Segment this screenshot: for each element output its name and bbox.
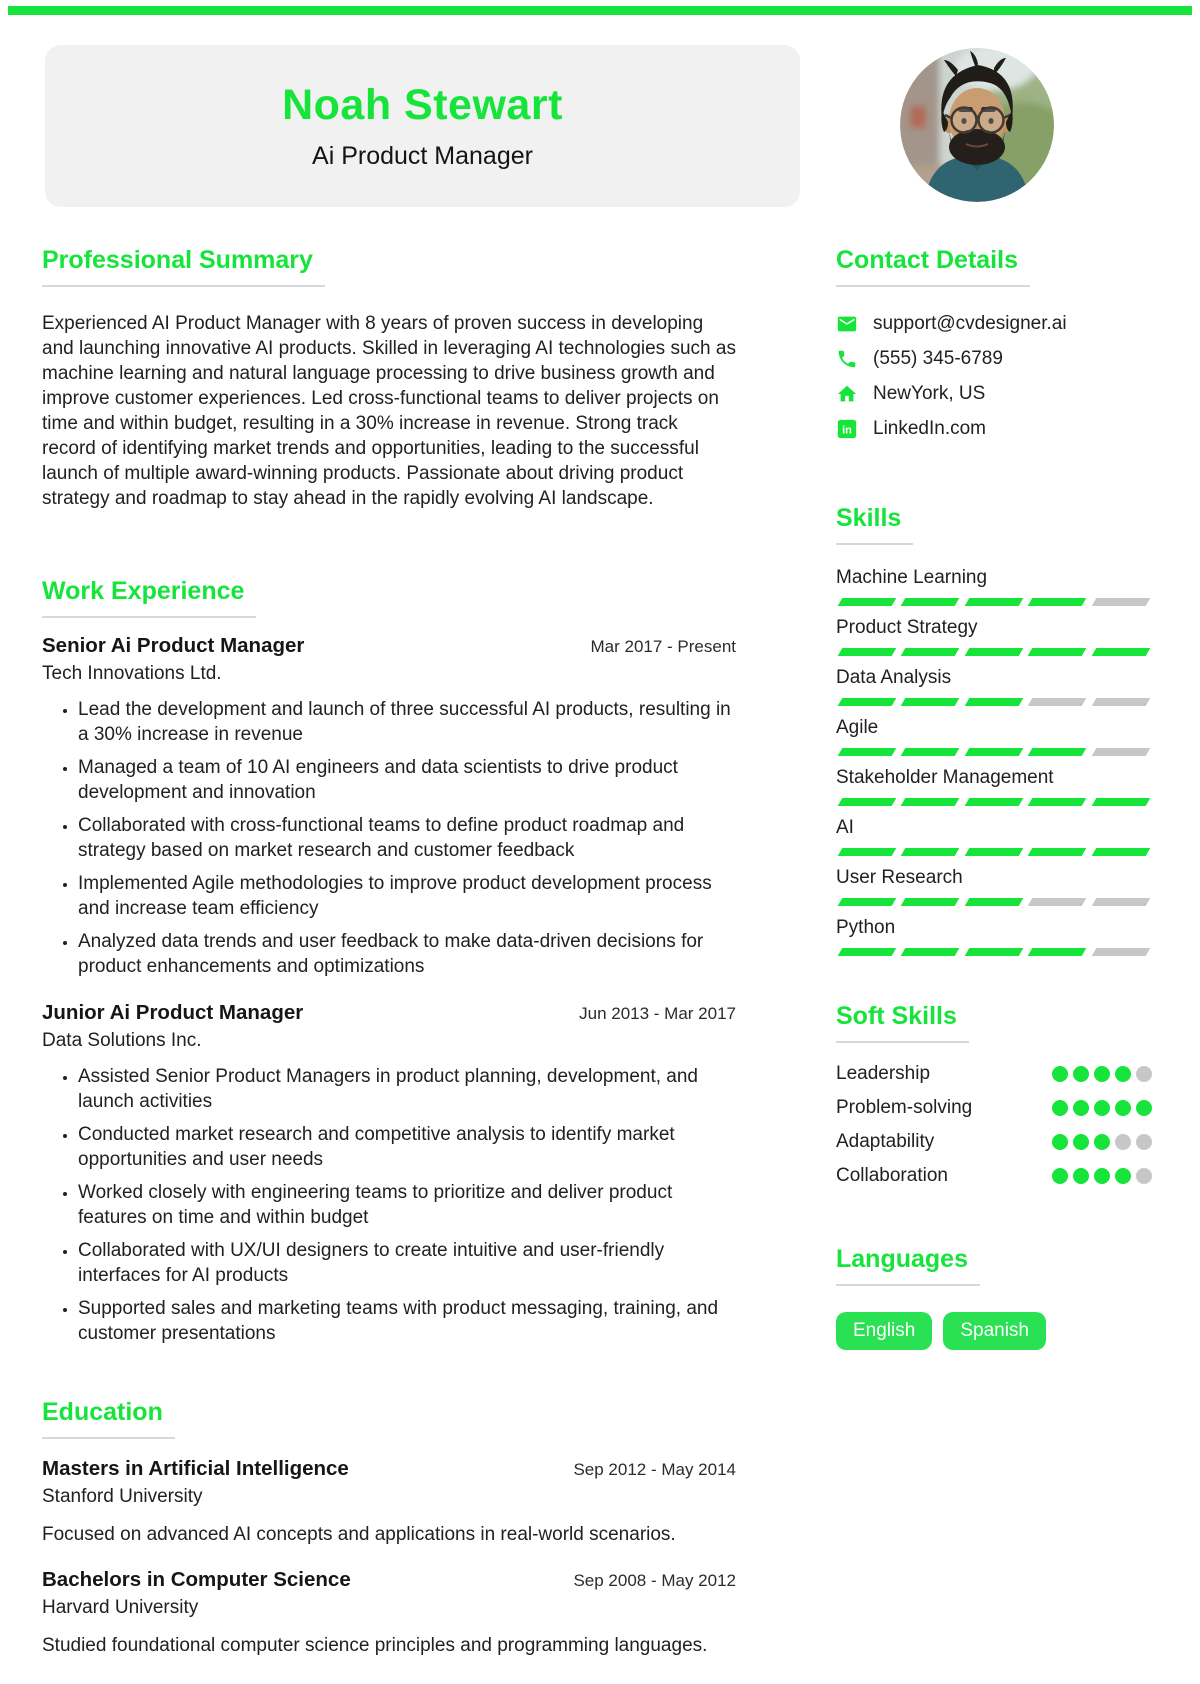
skill-machine-learning [836,567,1152,606]
skill-name: Python [836,917,896,938]
meter-segment-filled [901,748,960,756]
job-bullet: • Collaborated with UX/UI designers to create intuitive and user-friendly interfaces for AI products [78,1238,736,1288]
job-dates: Mar 2017 - Present [590,637,736,656]
meter-segment-filled [838,948,897,956]
soft-skill-name: Problem-solving [836,1097,973,1118]
meter-segment-filled [838,798,897,806]
professional-summary-heading: Professional Summary [42,246,325,287]
professional-summary-text: Experienced AI Product Manager with 8 years of proven success in developing and launching innovative AI products. Skilled in leveraging AI technologies such as machine learning and natural language processing to drive business growth and improve customer experiences. Led cross-functional teams to deliver projects on time and within budget, resulting in a 30% increase in revenue. Strong track record of identifying market trends and opportunities, leading to the successful launch of multiple award-winning products. Passionate about driving product strategy and roadmap to stay ahead in the rapidly evolving AI landscape. [42,313,736,509]
job-bullet: • Managed a team of 10 AI engineers and data scientists to drive product development and innovation [78,755,736,805]
job-bullet-list [42,697,736,979]
meter-segment-filled [838,648,897,656]
skill-name: Stakeholder Management [836,767,1054,788]
job-bullet: • Worked closely with engineering teams to prioritize and deliver product features on time and within budget [78,1180,736,1230]
education-heading: Education [42,1398,175,1439]
soft-skill-dots [1052,1066,1152,1082]
meter-segment-filled [838,848,897,856]
content-columns [0,210,1200,1657]
degree-description: Studied foundational computer science principles and programming languages. [42,1635,708,1656]
meter-segment-filled [1091,648,1150,656]
meter-segment-filled [1028,848,1087,856]
skill-agile [836,717,1152,756]
meter-segment-filled [1028,748,1087,756]
meter-segment-filled [901,798,960,806]
skill-user-research [836,867,1152,906]
meter-segment-empty [1136,1134,1152,1150]
meter-segment-empty [1115,1134,1131,1150]
meter-segment-filled [1028,598,1087,606]
work-experience-heading: Work Experience [42,577,256,618]
soft-skill-name: Collaboration [836,1165,948,1186]
job-bullet: • Analyzed data trends and user feedback to make data-driven decisions for product enhancements and optimizations [78,929,736,979]
skill-level-bar [836,898,1152,906]
home-icon [836,383,858,405]
skills-list [836,567,1152,956]
meter-segment-filled [901,898,960,906]
contact-list [836,313,1152,440]
skill-level-bar [836,698,1152,706]
contact-location-text: NewYork, US [873,383,986,404]
soft-skills-heading: Soft Skills [836,1002,969,1043]
job-bullet: • Assisted Senior Product Managers in product planning, development, and launch activities [78,1064,736,1114]
section-work-experience [42,577,736,1346]
contact-phone-text: (555) 345-6789 [873,348,1003,369]
soft-skill-name: Adaptability [836,1131,935,1152]
skill-level-bar [836,648,1152,656]
skill-level-bar [836,848,1152,856]
person-title: Ai Product Manager [312,142,533,170]
meter-segment-filled [1073,1066,1089,1082]
degree-dates: Sep 2012 - May 2014 [573,1460,736,1479]
meter-segment-empty [1091,698,1150,706]
meter-segment-filled [1028,798,1087,806]
meter-segment-filled [901,698,960,706]
job-dates: Jun 2013 - Mar 2017 [579,1004,736,1023]
degree-description: Focused on advanced AI concepts and applications in real-world scenarios. [42,1524,676,1545]
meter-segment-filled [965,948,1024,956]
meter-segment-empty [1091,948,1150,956]
meter-segment-filled [838,898,897,906]
degree-entry [42,1457,736,1546]
skill-level-bar [836,598,1152,606]
meter-segment-filled [1094,1100,1110,1116]
meter-segment-filled [965,898,1024,906]
meter-segment-filled [1073,1134,1089,1150]
job-header [42,634,736,658]
meter-segment-filled [965,798,1024,806]
email-icon [836,313,858,335]
job-title: Junior Ai Product Manager [42,1001,304,1024]
meter-segment-empty [1091,598,1150,606]
section-soft-skills [836,1002,1152,1187]
meter-segment-filled [1094,1134,1110,1150]
soft-skill-dots [1052,1100,1152,1116]
degree-entry [42,1568,736,1657]
profile-photo [900,48,1054,202]
job-title: Senior Ai Product Manager [42,634,305,657]
contact-item-email [836,313,1152,335]
skill-name: Machine Learning [836,567,988,588]
meter-segment-filled [901,848,960,856]
job-bullet: • Lead the development and launch of three successful AI products, resulting in a 30% increase in revenue [78,697,736,747]
skill-level-bar [836,798,1152,806]
meter-segment-filled [1028,948,1087,956]
meter-segment-filled [1052,1066,1068,1082]
meter-segment-filled [1052,1100,1068,1116]
skill-name: Agile [836,717,879,738]
meter-segment-filled [965,598,1024,606]
job-bullet: • Collaborated with cross-functional teams to define product roadmap and strategy based on market research and customer feedback [78,813,736,863]
job-company: Tech Innovations Ltd. [42,663,222,684]
language-pill-spanish: Spanish [943,1312,1046,1350]
section-education [42,1398,736,1657]
meter-segment-filled [1091,848,1150,856]
meter-segment-filled [1115,1168,1131,1184]
meter-segment-filled [901,648,960,656]
meter-segment-filled [838,698,897,706]
meter-segment-filled [1052,1168,1068,1184]
meter-segment-empty [1091,898,1150,906]
skill-data-analysis [836,667,1152,706]
meter-segment-filled [901,598,960,606]
job-entry [42,1001,736,1346]
meter-segment-filled [1073,1168,1089,1184]
skill-python [836,917,1152,956]
degree-school: Stanford University [42,1486,203,1507]
job-bullet-list [42,1064,736,1346]
meter-segment-filled [1094,1066,1110,1082]
contact-linkedin-text[interactable]: LinkedIn.com [873,418,987,439]
soft-skill-dots [1052,1168,1152,1184]
meter-segment-empty [1136,1168,1152,1184]
meter-segment-filled [1115,1100,1131,1116]
skill-stakeholder-management [836,767,1152,806]
soft-skill-adaptability [836,1131,1152,1153]
contact-details-heading: Contact Details [836,246,1030,287]
meter-segment-filled [1115,1066,1131,1082]
meter-segment-filled [965,748,1024,756]
linkedin-icon [836,418,858,440]
degree-title: Bachelors in Computer Science [42,1568,351,1591]
degree-school: Harvard University [42,1597,199,1618]
meter-segment-filled [838,598,897,606]
sidebar-column [836,210,1152,1657]
meter-segment-filled [1052,1134,1068,1150]
language-pills [836,1312,1152,1350]
soft-skill-name: Leadership [836,1063,931,1084]
phone-icon [836,348,858,370]
section-professional-summary [42,246,736,511]
main-column [42,210,736,1657]
skill-level-bar [836,748,1152,756]
soft-skill-problem-solving [836,1097,1152,1119]
meter-segment-filled [1094,1168,1110,1184]
meter-segment-filled [1136,1100,1152,1116]
meter-segment-empty [1028,698,1087,706]
contact-email-text[interactable]: support@cvdesigner.ai [873,313,1067,334]
person-name: Noah Stewart [282,81,563,129]
meter-segment-filled [1091,798,1150,806]
job-entry [42,634,736,979]
profile-photo-illustration [900,48,1054,202]
contact-item-location [836,383,1152,405]
job-company: Data Solutions Inc. [42,1030,202,1051]
skill-ai [836,817,1152,856]
degree-title: Masters in Artificial Intelligence [42,1457,349,1480]
soft-skill-collaboration [836,1165,1152,1187]
meter-segment-empty [1091,748,1150,756]
svg-text:in: in [842,424,852,437]
section-skills [836,504,1152,956]
skill-level-bar [836,948,1152,956]
header [0,0,1200,210]
job-bullet: • Conducted market research and competitive analysis to identify market opportunities and user needs [78,1122,736,1172]
soft-skill-dots [1052,1134,1152,1150]
skill-product-strategy [836,617,1152,656]
meter-segment-empty [1136,1066,1152,1082]
degree-header [42,1568,736,1592]
skill-name: User Research [836,867,963,888]
contact-item-phone [836,348,1152,370]
job-bullet: • Supported sales and marketing teams with product messaging, training, and customer presentations [78,1296,736,1346]
skill-name: Data Analysis [836,667,952,688]
skill-name: Product Strategy [836,617,978,638]
meter-segment-filled [901,948,960,956]
contact-item-linkedin [836,418,1152,440]
job-header [42,1001,736,1025]
skill-name: AI [836,817,854,838]
degree-header [42,1457,736,1481]
skills-heading: Skills [836,504,913,545]
degree-dates: Sep 2008 - May 2012 [573,1571,736,1590]
soft-skill-leadership [836,1063,1152,1085]
meter-segment-filled [965,648,1024,656]
meter-segment-empty [1028,898,1087,906]
meter-segment-filled [965,698,1024,706]
language-pill-english: English [836,1312,932,1350]
meter-segment-filled [838,748,897,756]
languages-heading: Languages [836,1245,980,1286]
soft-skills-list [836,1063,1152,1187]
job-bullet: • Implemented Agile methodologies to improve product development process and increase team efficiency [78,871,736,921]
section-contact-details [836,246,1152,440]
name-card [45,45,800,207]
meter-segment-filled [1028,648,1087,656]
meter-segment-filled [965,848,1024,856]
meter-segment-filled [1073,1100,1089,1116]
section-languages [836,1245,1152,1350]
